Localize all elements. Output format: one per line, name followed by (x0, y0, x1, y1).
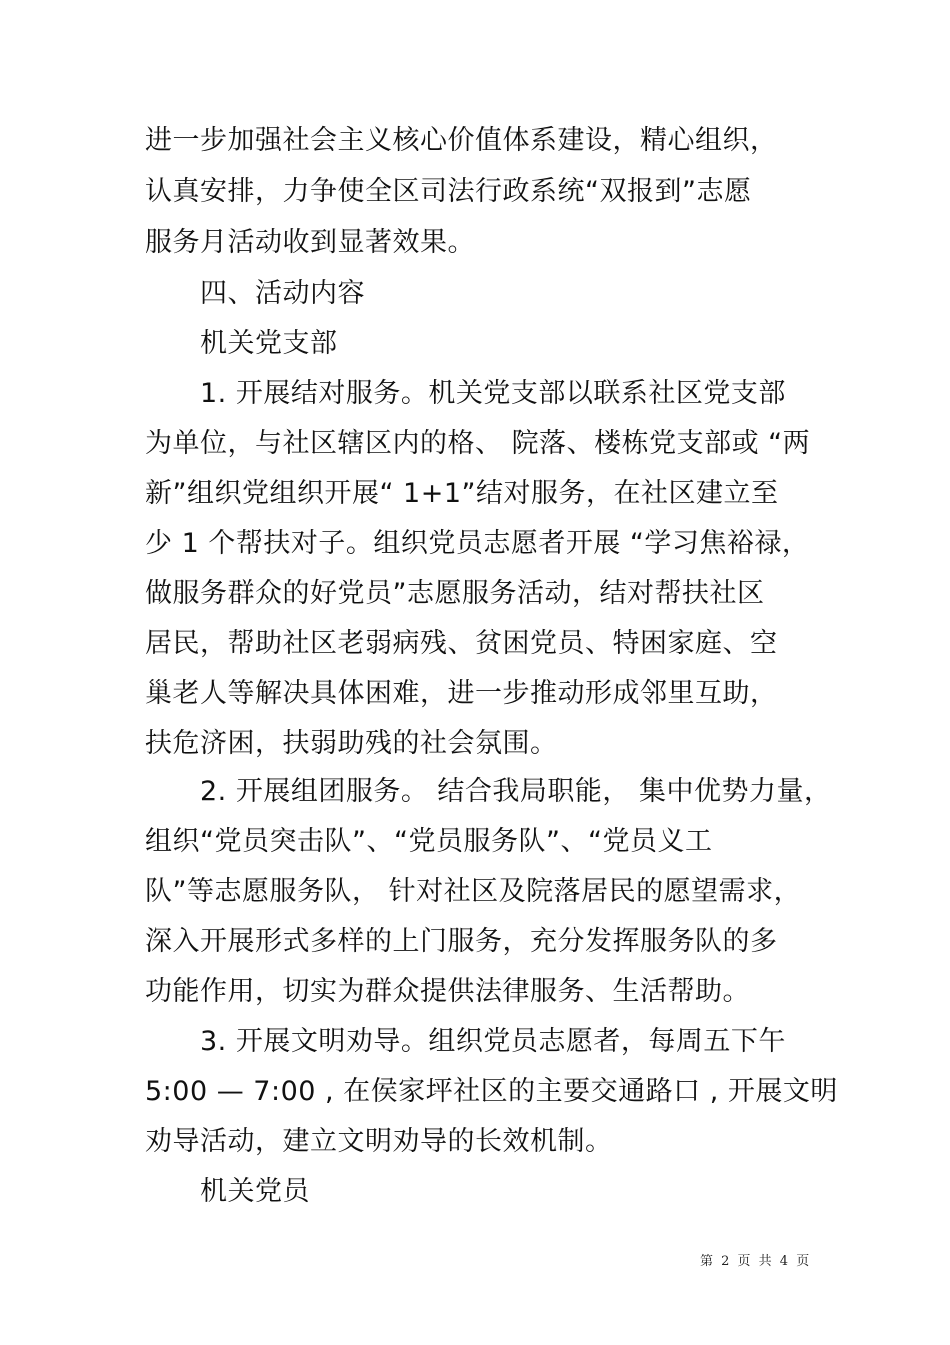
body-line: 组织“党员突击队”、“党员服务队”、“党员义工 (145, 826, 713, 857)
body-line: 扶危济困，扶弱助残的社会氛围。 (145, 728, 558, 759)
body-line: 进一步加强社会主义核心价值体系建设，精心组织， (145, 125, 778, 156)
body-line: 2. 开展组团服务。 结合我局职能， 集中优势力量， (200, 776, 832, 807)
body-line: 为单位，与社区辖区内的格、 院落、楼栋党支部或 “两 (145, 428, 811, 459)
body-line: 功能作用，切实为群众提供法律服务、生活帮助。 (145, 976, 750, 1007)
subsection-heading: 机关党员 (200, 1176, 310, 1207)
body-line: 1. 开展结对服务。机关党支部以联系社区党支部 (200, 378, 786, 409)
body-line: 居民，帮助社区老弱病残、贫困党员、特困家庭、空 (145, 628, 778, 659)
body-line: 5:00 — 7:00 , 在侯家坪社区的主要交通路口 , 开展文明 (145, 1076, 838, 1107)
section-heading: 四、活动内容 (200, 278, 365, 309)
body-line: 少 1 个帮扶对子。组织党员志愿者开展 “学习焦裕禄， (145, 528, 810, 559)
body-line: 做服务群众的好党员”志愿服务活动，结对帮扶社区 (145, 578, 765, 609)
body-line: 服务月活动收到显著效果。 (145, 227, 475, 258)
body-line: 3. 开展文明劝导。组织党员志愿者，每周五下午 (200, 1026, 786, 1057)
body-line: 队”等志愿服务队， 针对社区及院落居民的愿望需求， (145, 876, 802, 907)
body-line: 认真安排，力争使全区司法行政系统“双报到”志愿 (145, 176, 752, 207)
body-line: 巢老人等解决具体困难，进一步推动形成邻里互助， (145, 678, 778, 709)
page-number: 第 2 页 共 4 页 (700, 1254, 812, 1269)
subsection-heading: 机关党支部 (200, 328, 338, 359)
body-line: 深入开展形式多样的上门服务，充分发挥服务队的多 (145, 926, 778, 957)
body-line: 劝导活动，建立文明劝导的长效机制。 (145, 1126, 613, 1157)
body-line: 新”组织党组织开展“ 1+1”结对服务，在社区建立至 (145, 478, 779, 509)
